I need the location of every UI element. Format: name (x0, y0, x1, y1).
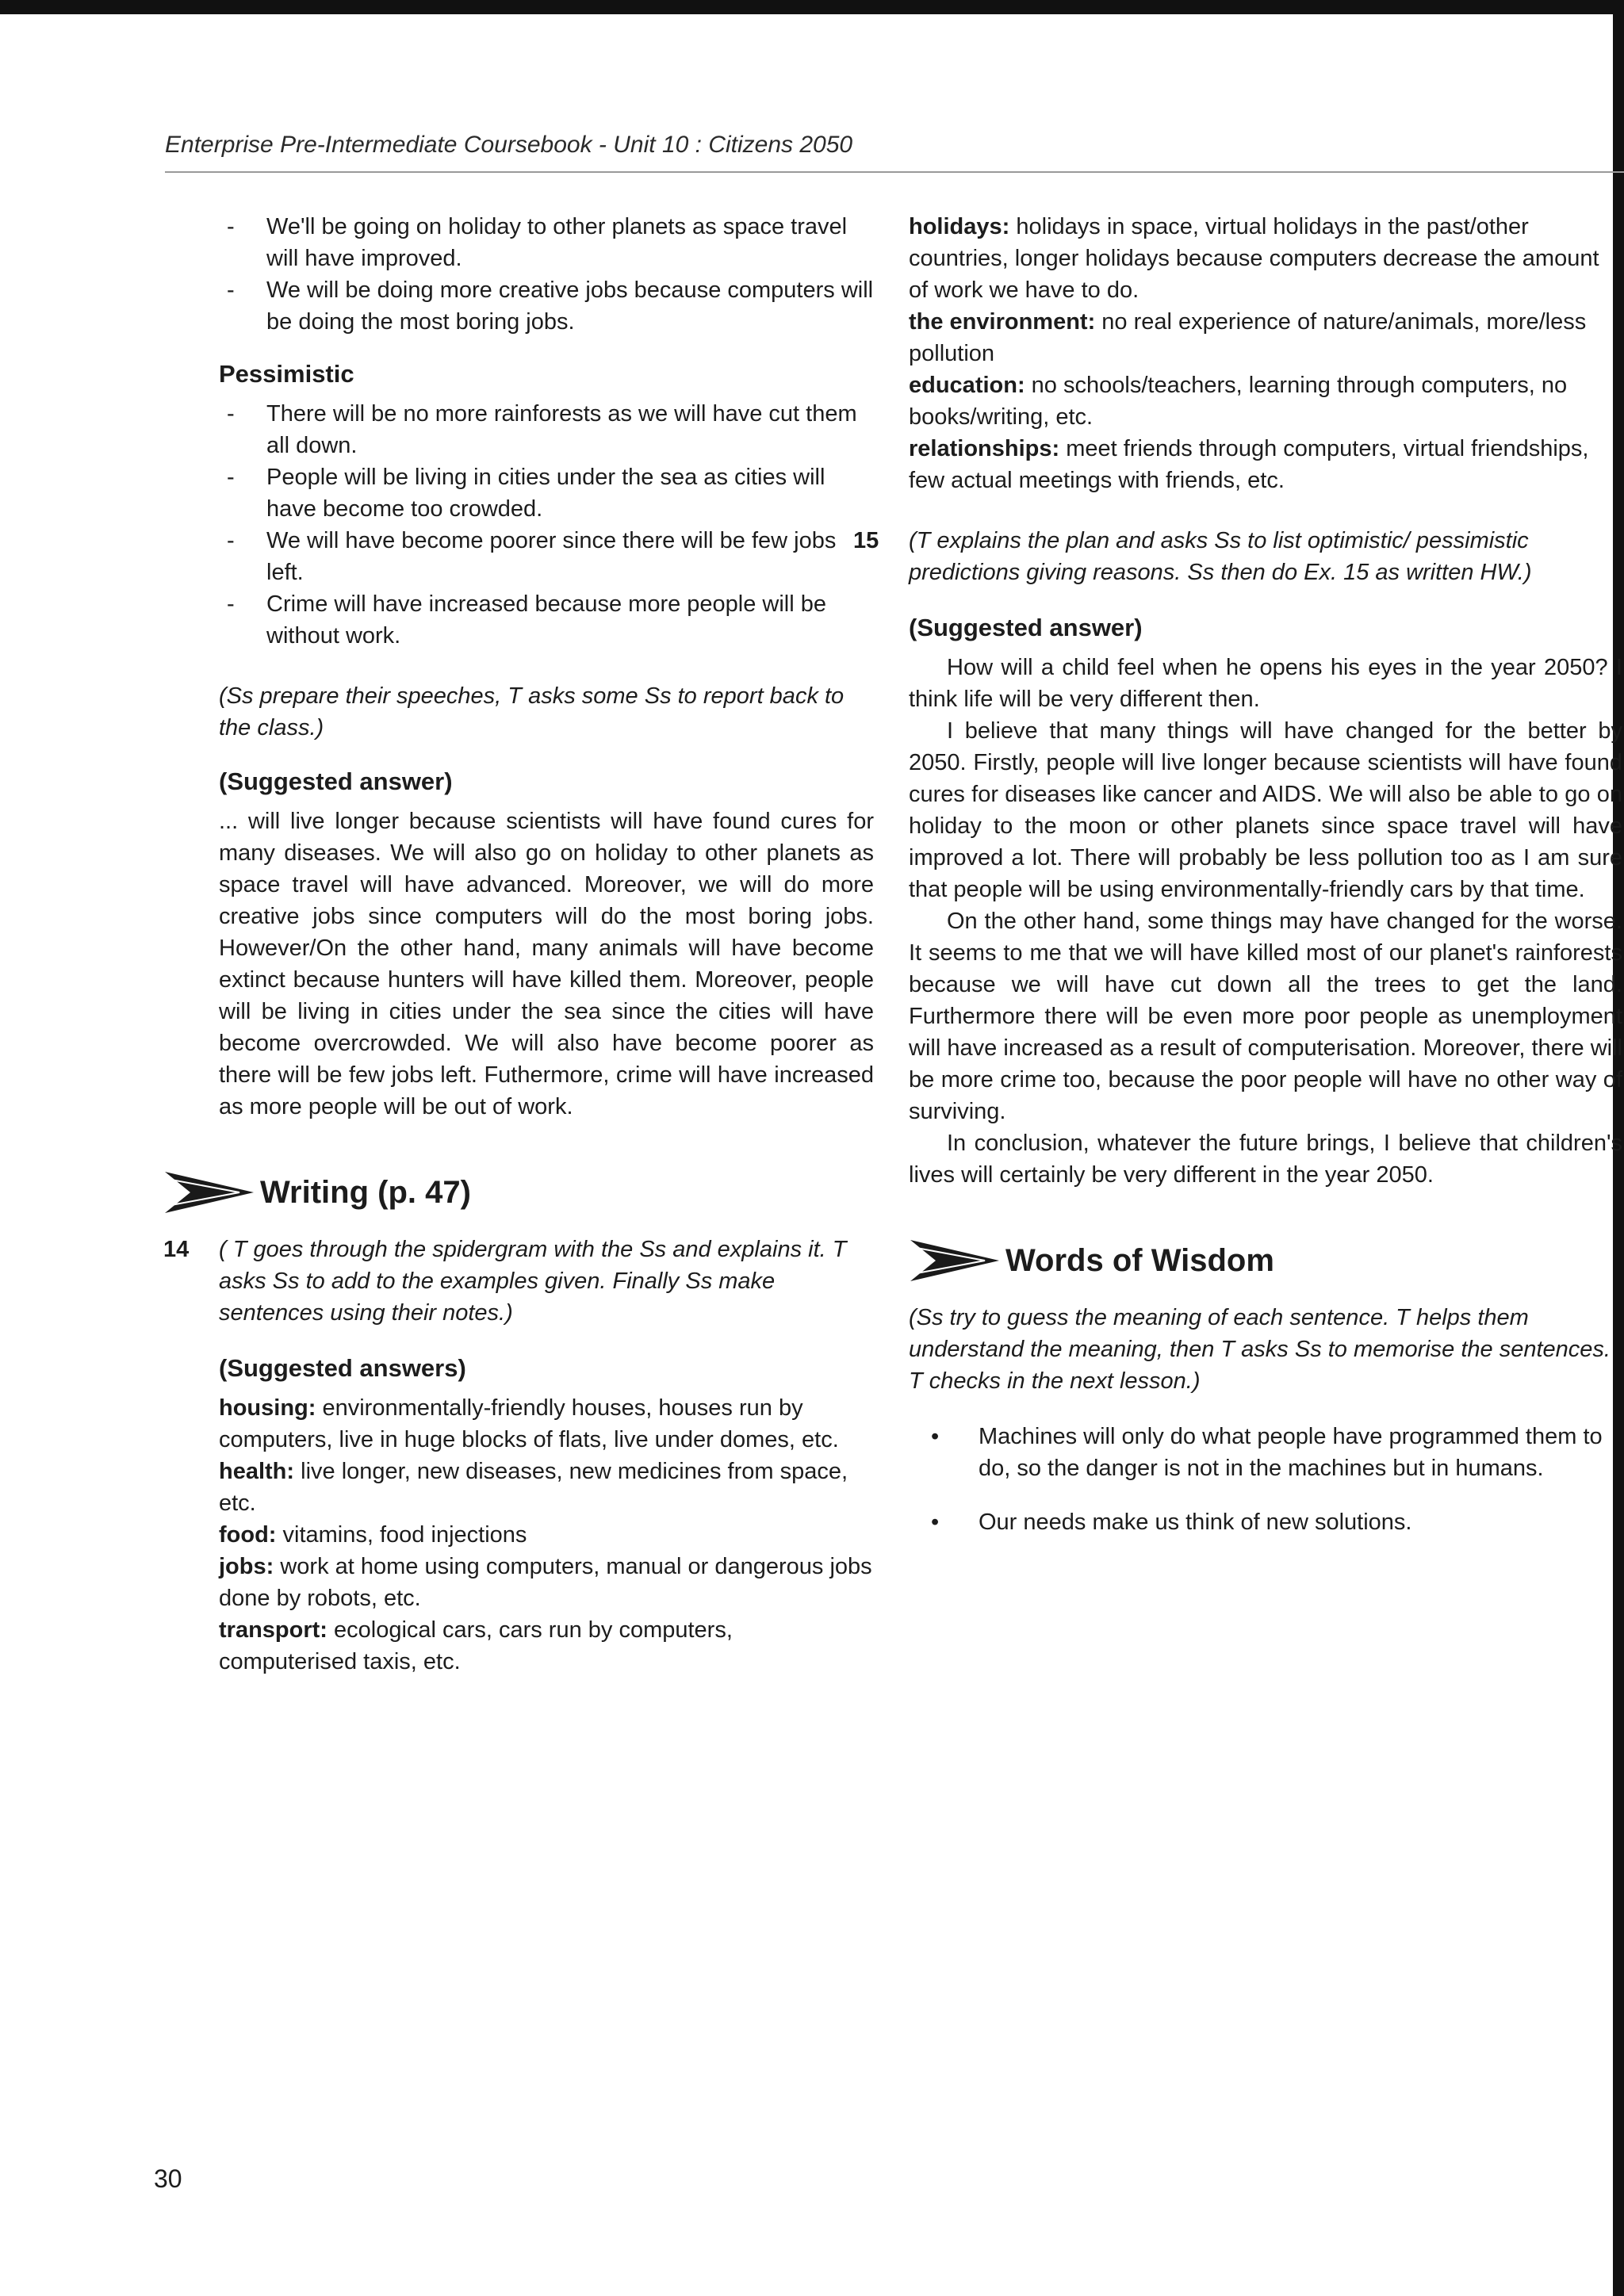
answer-relationships: relationships: meet friends through computers, virtual friendships, few actual meetings with friends, etc. (909, 436, 1589, 493)
answer-education: education: no schools/teachers, learning through computers, no books/writing, etc. (909, 373, 1568, 430)
wisdom-title: Words of Wisdom (1005, 1243, 1274, 1278)
answer-health: health: live longer, new diseases, new medicines from space, etc. (219, 1459, 848, 1516)
arrow-icon (909, 1237, 1001, 1284)
answer-transport: transport: ecological cars, cars run by computers, computerised taxis, etc. (219, 1617, 733, 1674)
answer-jobs: jobs: work at home using computers, manual or dangerous jobs done by robots, etc. (219, 1554, 872, 1611)
scan-top-border (0, 0, 1624, 14)
arrow-icon (163, 1169, 255, 1216)
header-rule (165, 171, 1624, 173)
page-number: 30 (154, 2164, 182, 2193)
wisdom-item: • Machines will only do what people have programmed them to do, so the danger is not in the machines but in humans. (909, 1421, 1622, 1484)
essay-paragraph: I believe that many things will have changed for the better by 2050. Firstly, people will live longer because scientists will have found cures for diseases like cancer and AIDS. We will also be able to go on holiday to the moon or other planets since space travel will have improved a lot. There will probably be less pollution too as I am sure that people will be using environmentally-friendly cars by that time. (909, 718, 1622, 902)
exercise-15 (853, 525, 1622, 1191)
list-item: - People will be living in cities under the sea as cities will have become too crowded. (219, 461, 874, 525)
writing-section-heading (163, 1169, 874, 1216)
wisdom-item: • Our needs make us think of new solutions. (909, 1506, 1622, 1538)
essay-paragraph: In conclusion, whatever the future brings, I believe that children's lives will certainly be very different in the year 2050. (909, 1131, 1622, 1188)
suggested-answer-heading: (Suggested answer) (909, 614, 1143, 641)
suggested-answer-text: ... will live longer because scientists will have found cures for many diseases. We will also go on holiday to other planets as space travel will have advanced. Moreover, we will do more creative jobs since computers will do the most boring jobs. However/On the other hand, many animals will have become extinct because hunters will have killed them. Moreover, people will be living in cities under the sea since the cities will have become overcrowded. We will also have become poorer as there will be few jobs left. Futhermore, crime will have increased as more people will be out of work. (219, 809, 874, 1119)
answer-housing: housing: environmentally-friendly houses, houses run by computers, live in huge blocks of flats, live under domes, etc. (219, 1395, 839, 1452)
list-item: - There will be no more rainforests as we will have cut them all down. (219, 398, 874, 461)
exercise-14-instruction: ( T goes through the spidergram with the Ss and explains it. T asks Ss to add to the examples given. Finally Ss make sentences using their notes.) (219, 1237, 847, 1326)
right-column (853, 211, 1622, 1560)
essay-paragraph: How will a child feel when he opens his eyes in the year 2050? I think life will be very different then. (909, 655, 1622, 712)
pessimistic-heading: Pessimistic (219, 360, 354, 388)
pessimistic-list (219, 398, 874, 652)
answer-holidays: holidays: holidays in space, virtual holidays in the past/other countries, longer holidays because computers decrease the amount of work we have to do. (909, 214, 1599, 303)
exercise-number: 14 (163, 1237, 190, 1262)
writing-title: Writing (p. 47) (260, 1175, 471, 1210)
wisdom-list (909, 1421, 1622, 1538)
speech-instruction: (Ss prepare their speeches, T asks some Ss to report back to the class.) (219, 683, 845, 740)
suggested-answer-heading: (Suggested answer) (219, 767, 453, 795)
list-item: - Crime will have increased because more people will be without work. (219, 588, 874, 652)
essay-paragraph: On the other hand, some things may have changed for the worse. It seems to me that we will have killed most of our planet's rainforests because we will have cut down all the trees to get the land. Furthermore there will be even more poor people as unemployment will have increased as a result of computerisation. Moreover, there will be more crime too, because the poor people will have no other way of surviving. (909, 909, 1622, 1124)
page-header: Enterprise Pre-Intermediate Coursebook - Unit 10 : Citizens 2050 (165, 132, 853, 158)
optimistic-list (219, 211, 874, 338)
answer-environment: the environment: no real experience of nature/animals, more/less pollution (909, 309, 1587, 366)
left-column (163, 211, 874, 1678)
wisdom-instruction: (Ss try to guess the meaning of each sentence. T helps them understand the meaning, then T asks Ss to memorise the sentences. T checks in the next lesson.) (909, 1305, 1611, 1394)
wisdom-section-heading (909, 1237, 1622, 1284)
exercise-14 (163, 1234, 874, 1678)
answer-food: food: vitamins, food injections (219, 1522, 527, 1548)
list-item: - We will have become poorer since there will be few jobs left. (219, 525, 874, 588)
list-item: - We will be doing more creative jobs because computers will be doing the most boring jobs. (219, 274, 874, 338)
list-item: - We'll be going on holiday to other planets as space travel will have improved. (219, 211, 874, 274)
exercise-number: 15 (853, 528, 879, 553)
suggested-answers-heading: (Suggested answers) (219, 1354, 466, 1382)
exercise-15-instruction: (T explains the plan and asks Ss to list optimistic/ pessimistic predictions giving reasons. Ss then do Ex. 15 as written HW.) (909, 528, 1532, 585)
